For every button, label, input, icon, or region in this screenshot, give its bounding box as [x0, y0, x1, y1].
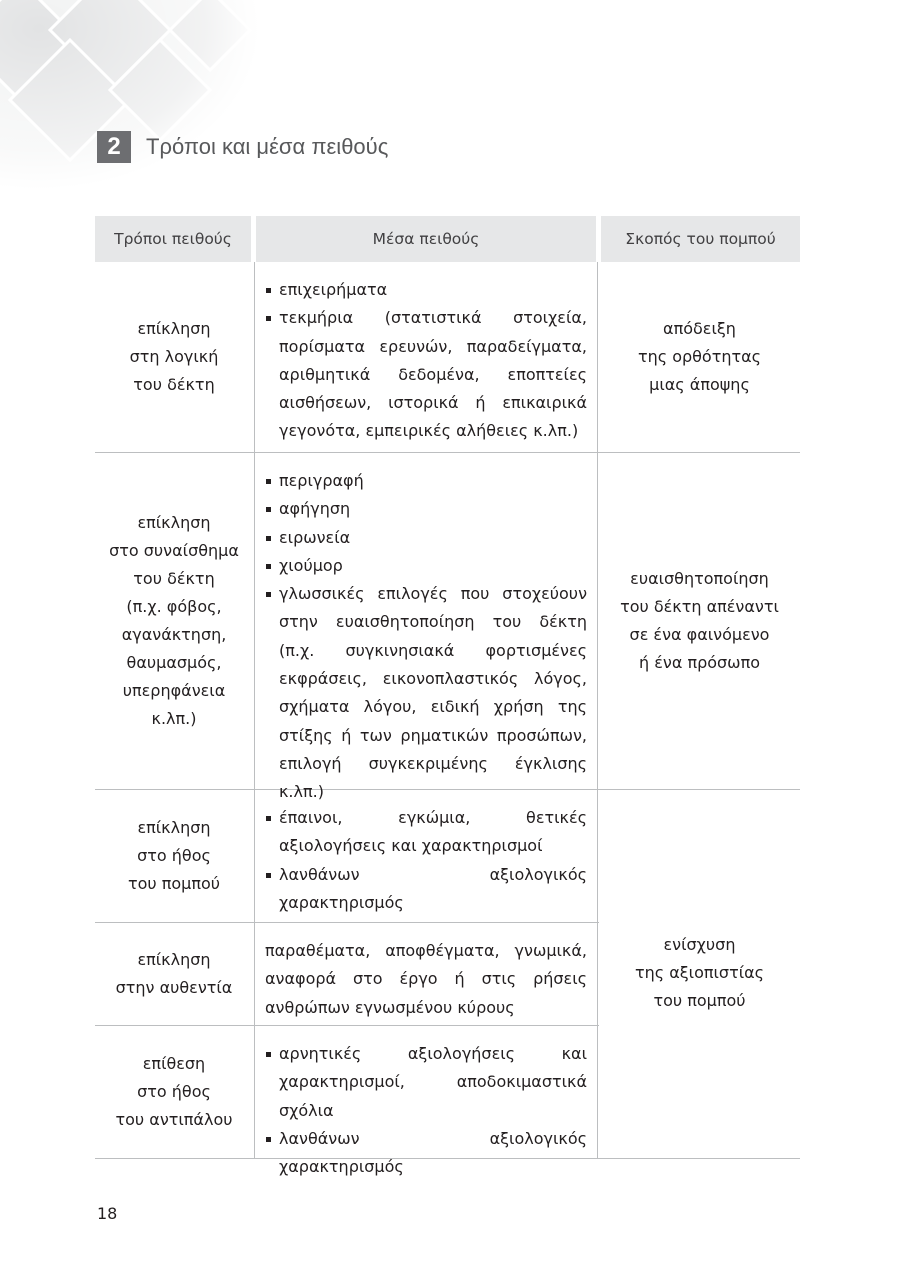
list-item: ειρωνεία — [265, 524, 587, 552]
header-means: Μέσα πειθούς — [256, 216, 596, 262]
page-number: 18 — [97, 1204, 118, 1223]
means-cell — [254, 262, 598, 452]
mode-cell — [95, 262, 253, 452]
list-item: χιούμορ — [265, 552, 587, 580]
mode-cell — [95, 923, 253, 1025]
mode-text: επίκληση στην αυθεντία — [115, 950, 233, 997]
list-item: λανθάνων αξιολογικός χαρακτηρισμός — [265, 1125, 587, 1182]
means-cell — [254, 1026, 598, 1177]
mode-cell — [95, 1026, 253, 1158]
purpose-cell — [599, 262, 800, 452]
purpose-text: ενίσχυση της αξιοπιστίας του πομπού — [634, 935, 765, 1010]
table-row — [95, 262, 800, 453]
mode-cell — [95, 790, 253, 922]
list-item: λανθάνων αξιολογικός χαρακτηρισμός — [265, 861, 587, 918]
header-modes: Τρόποι πειθούς — [95, 216, 251, 262]
table-row — [95, 453, 800, 802]
purpose-text: ευαισθητοποίηση του δέκτη απέναντι σε ένα φαινόμενο ή ένα πρόσωπο — [620, 569, 779, 672]
header-purpose: Σκοπός του πομπού — [601, 216, 800, 262]
section-header — [97, 130, 388, 164]
means-paragraph: παραθέματα, αποφθέγματα, γνωμικά, αναφορά στο έργο ή στις ρήσεις ανθρώπων εγνωσμένου κύρους — [265, 941, 587, 1017]
mode-text: επίκληση στο ήθος του πομπού — [127, 818, 221, 893]
means-cell — [254, 923, 598, 1025]
table-header-row — [95, 216, 800, 262]
mode-text: επίθεση στο ήθος του αντιπάλου — [115, 1054, 233, 1129]
merged-purpose-cell — [599, 788, 800, 1158]
list-item: τεκμήρια (στατιστικά στοιχεία, πορίσματα ερευνών, παραδείγματα, αριθμητικά δεδομένα, εποπτείες αισθήσεων, ιστορικά ή επικαιρικά γεγονότα, εμπειρικές αλήθειες κ.λπ.) — [265, 304, 587, 445]
mode-text: επίκληση στο συναίσθημα του δέκτη (π.χ. φόβος, αγανάκτηση, θαυμασμός, υπερηφάνεια κ.λπ.) — [109, 513, 239, 728]
list-item: αρνητικές αξιολογήσεις και χαρακτηρισμοί, αποδοκιμαστικά σχόλια — [265, 1040, 587, 1125]
purpose-text: απόδειξη της ορθότητας μιας άποψης — [637, 319, 762, 394]
section-number-badge: 2 — [97, 131, 131, 163]
means-cell — [254, 790, 598, 922]
list-item: περιγραφή — [265, 467, 587, 495]
list-item: αφήγηση — [265, 495, 587, 523]
list-item: γλωσσικές επιλογές που στοχεύουν στην ευαισθητοποίηση του δέκτη (π.χ. συγκινησιακά φορτισμένες εκφράσεις, εικονοπλαστικός λόγος, σχήματα λόγου, ειδική χρήση της στίξης ή των ρηματικών προσώπων, επιλογή συγκεκριμένης έγκλισης κ.λπ.) — [265, 580, 587, 806]
mode-text: επίκληση στη λογική του δέκτη — [129, 319, 219, 394]
mode-cell — [95, 453, 253, 789]
purpose-cell — [599, 453, 800, 789]
persuasion-table — [95, 216, 800, 1177]
list-item: έπαινοι, εγκώμια, θετικές αξιολογήσεις και χαρακτηρισμοί — [265, 804, 587, 861]
section-title: Τρόποι και μέσα πειθούς — [146, 134, 389, 159]
means-cell — [254, 453, 598, 802]
list-item: επιχειρήματα — [265, 276, 587, 304]
